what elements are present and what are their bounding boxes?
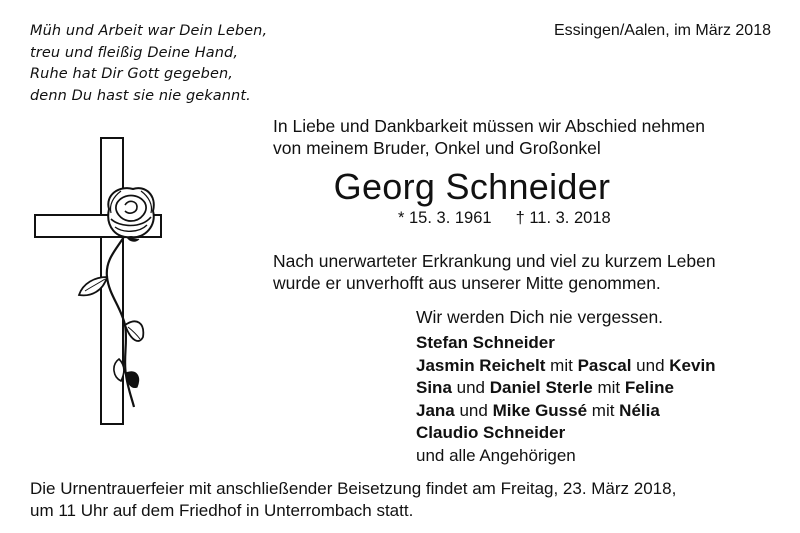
intro-line: von meinem Bruder, Onkel und Großonkel xyxy=(273,138,601,158)
poem-line: denn Du hast sie nie gekannt. xyxy=(30,87,251,104)
connector-text: mit xyxy=(592,378,625,397)
life-dates xyxy=(398,207,611,229)
place-date: Essingen/Aalen, im März 2018 xyxy=(554,22,771,39)
mourner-line: und alle Angehörigen xyxy=(416,445,576,465)
mourner-line xyxy=(416,332,716,355)
mourner-name: Jasmin Reichelt xyxy=(416,355,546,375)
connector-text: und xyxy=(454,400,493,420)
mourner-name: Mike Gussé xyxy=(492,400,588,420)
mourner-name: Feline xyxy=(624,378,674,397)
closing-line: Wir werden Dich nie vergessen. xyxy=(416,307,664,327)
mourner-name: Pascal xyxy=(577,355,632,375)
intro-text xyxy=(273,115,783,159)
paragraph-line: Nach unerwarteter Erkrankung und viel zu kurzem Leben xyxy=(273,251,716,271)
deceased-name: Georg Schneider xyxy=(333,166,611,207)
connector-text: mit xyxy=(545,355,578,375)
birth-date: * 15. 3. 1961 xyxy=(398,209,492,227)
connector-text: und xyxy=(631,355,670,375)
poem-line: treu und fleißig Deine Hand, xyxy=(30,44,239,61)
mourner-name: Sina xyxy=(416,378,452,397)
funeral-info-line: Die Urnentrauerfeier mit anschließender Beisetzung findet am Freitag, 23. März 2018, xyxy=(30,479,677,498)
intro-line: In Liebe und Dankbarkeit müssen wir Abschied nehmen xyxy=(273,116,705,136)
funeral-info-line: um 11 Uhr auf dem Friedhof in Unterrombach statt. xyxy=(30,501,414,520)
cross-with-rose-icon xyxy=(33,137,163,427)
connector-text: und xyxy=(451,378,490,397)
mourner-name: Kevin xyxy=(669,355,716,375)
paragraph-line: wurde er unverhofft aus unserer Mitte genommen. xyxy=(273,273,661,293)
mourner-line xyxy=(416,400,716,423)
death-notice-text xyxy=(273,250,783,294)
mourner-line xyxy=(416,355,716,378)
poem-line: Müh und Arbeit war Dein Leben, xyxy=(30,23,268,39)
mourner-name: Claudio Schneider xyxy=(416,423,566,442)
connector-text: mit xyxy=(587,400,620,420)
funeral-info xyxy=(30,478,790,522)
mourner-name: Nélia xyxy=(619,400,660,420)
poem xyxy=(30,21,330,107)
mourner-name: Jana xyxy=(416,400,455,420)
death-date: † 11. 3. 2018 xyxy=(515,209,611,227)
mourners-list xyxy=(416,332,716,467)
mourner-name: Daniel Sterle xyxy=(489,378,593,397)
mourner-name: Stefan Schneider xyxy=(416,333,555,352)
mourner-line xyxy=(416,422,716,445)
poem-line: Ruhe hat Dir Gott gegeben, xyxy=(30,66,233,82)
mourner-line xyxy=(416,377,716,400)
